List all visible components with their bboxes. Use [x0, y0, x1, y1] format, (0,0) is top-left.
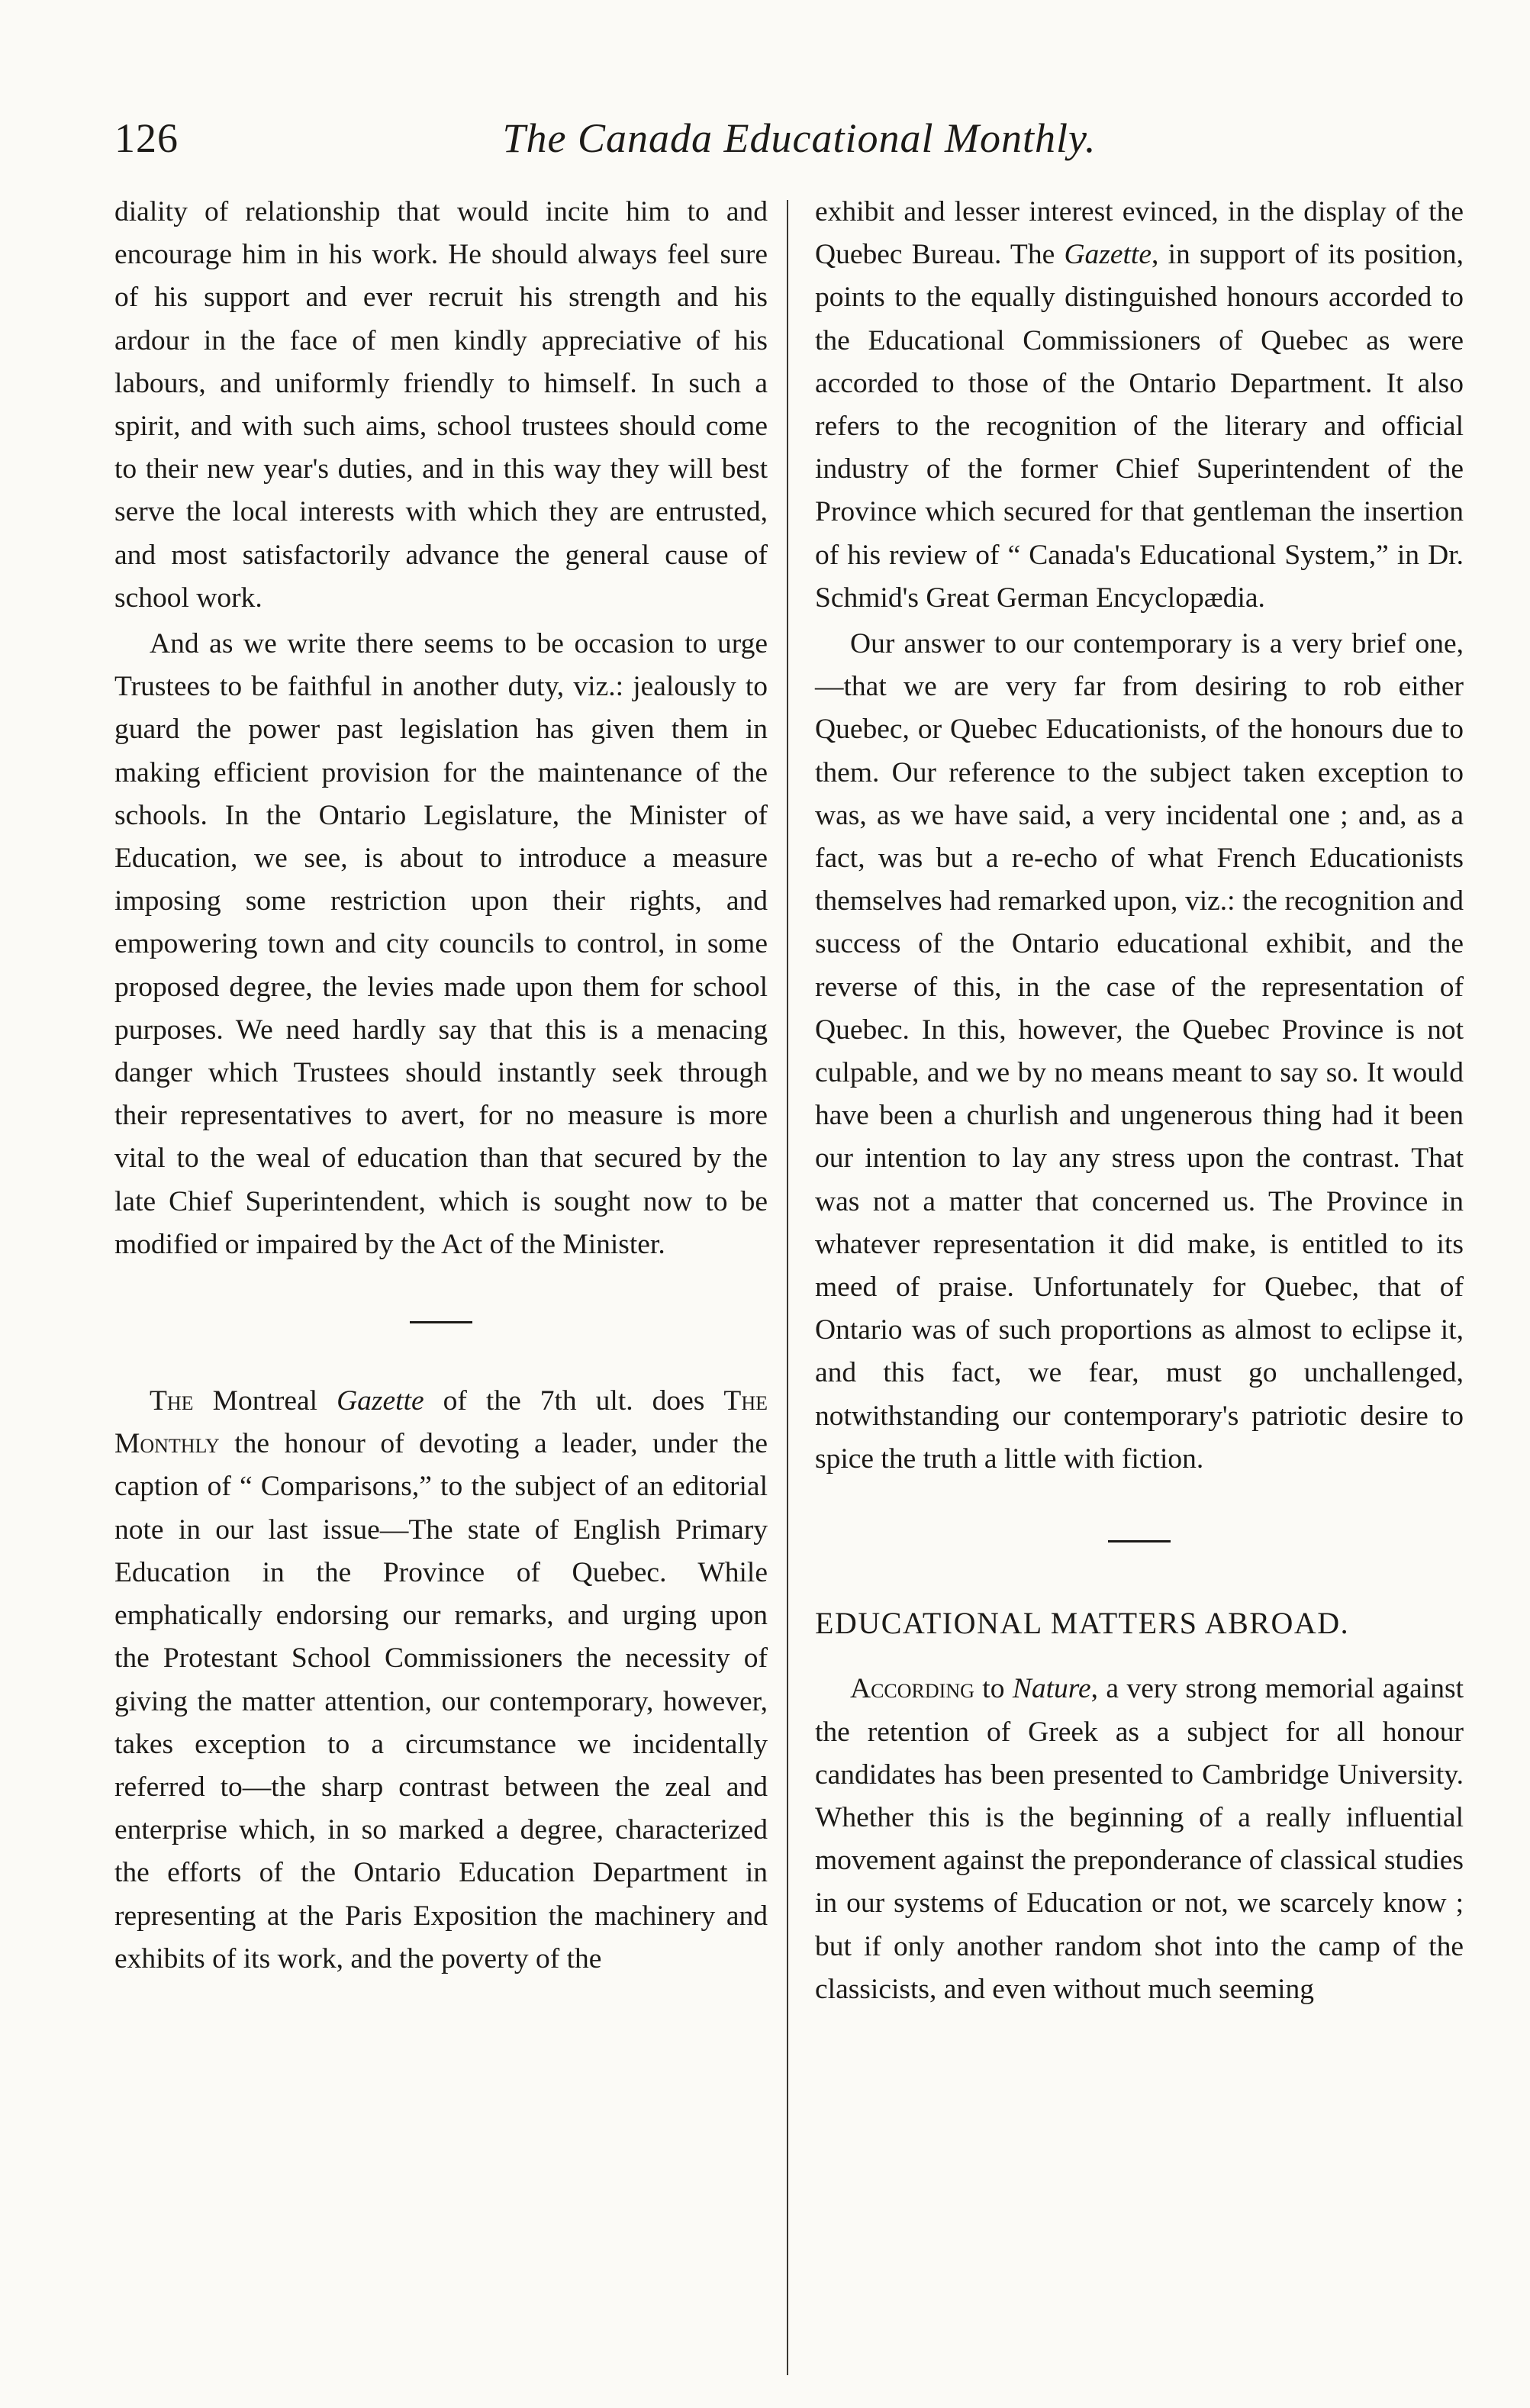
lead-word: The	[150, 1385, 194, 1417]
paragraph-gazette-comparisons	[114, 1380, 768, 1981]
text-run: of the 7th ult. does	[424, 1385, 724, 1417]
section-separator	[1108, 1540, 1171, 1542]
nature-title: Nature	[1012, 1673, 1091, 1705]
page-header	[114, 114, 1484, 176]
paragraph-our-answer: Our answer to our contemporary is a very brief one,—that we are very far from desiring to rob either Quebec, or Quebec Educationists, of the honours due to them. Our reference to the subject taken exception to was, as we have said, a very incidental one ; and, as a fact, was but a re-echo of what French Educationists themselves had remarked upon, viz.: the recognition and success of the Ontario educational exhibit, and the reverse of this, in the case of the representation of Quebec. In this, however, the Quebec Province is not culpable, and we by no means meant to say so. It would have been a churlish and ungenerous thing had it been our intention to lay any stress upon the contrast. That was not a matter that concerned us. The Province in whatever representation it did make, is entitled to its meed of praise. Unfortunately for Quebec, that of Ontario was of such proportions as almost to eclipse it, and this fact, we fear, must go unchallenged, notwithstanding our contemporary's patriotic desire to spice the truth a little with fiction.	[815, 628, 1464, 1475]
paragraph-trustees-duty: And as we write there seems to be occasion to urge Trustees to be faithful in another duty, viz.: jealously to guard the power past legislation has given them in making efficient provision for the maintenance of the schools. In the Ontario Legislature, the Minister of Education, we see, is about to introduce a measure imposing some restriction upon their rights, and empowering town and city councils to control, in some proposed degree, the levies made upon them for school purposes. We need hardly say that this is a menacing danger which Trustees should instantly seek through their representatives to avert, for no measure is more vital to the weal of education than that secured by the late Chief Superintendent, which is sought now to be modified or impaired by the Act of the Minister.	[114, 628, 768, 1260]
paragraph-quebec-bureau	[815, 191, 1464, 620]
text-run: , a very strong memorial against the retention of Greek as a subject for all honour candidates has been presented to Cambridge University. Whether this is the beginning of a really influential movement against the preponderance of classical studies in our systems of Education or not, we scarcely know ; but if only another random shot into the camp of the classicists, and even without much seeming	[815, 1673, 1464, 2005]
text-run: to	[974, 1673, 1013, 1705]
left-column	[114, 191, 768, 1981]
column-divider	[787, 200, 788, 2375]
text-run: exhibit and lesser interest evinced, in the display of the Quebec Bureau. The	[815, 196, 1464, 271]
section-separator	[410, 1321, 472, 1323]
right-column	[815, 191, 1464, 2011]
paragraph-continued: diality of relationship that would incite him to and encourage him in his work. He should always feel sure of his support and ever recruit his strength and his ardour in the face of men kindly appreciative of his labours, and uniformly friendly to himself. In such a spirit, and with such aims, school trustees should come to their new year's duties, and in this way they will best serve the local interests with which they are entrusted, and most satisfactorily advance the general cause of school work.	[114, 196, 768, 614]
text-run: Montreal	[193, 1385, 337, 1417]
paragraph-greek-memorial	[815, 1668, 1464, 2011]
text-run: the honour of devoting a leader, under the caption of “ Comparisons,” to the subject of an editorial note in our last issue—The state of English Primary Education in the Province of Quebec. While emphatically endorsing our remarks, and urging upon the Protestant School Commissioners the necessity of giving the matter attention, our contemporary, however, takes exception to a circumstance we incidentally referred to—the sharp contrast between the zeal and enterprise which, in so marked a degree, characterized the efforts of the Ontario Education Department in representing at the Paris Exposition the machinery and exhibits of its work, and the poverty of the	[114, 1428, 768, 1974]
gazette-title: Gazette	[337, 1385, 424, 1417]
gazette-title: Gazette	[1064, 239, 1152, 271]
text-run: , in support of its position, points to the equally distinguished honours accorded to the Educational Commissioners of Quebec as were accorded to those of the Ontario Department. It also refers to the recognition of the literary and official industry of the former Chief Superintendent of the Province which secured for that gentleman the insertion of his review of “ Canada's Educational System,” in Dr. Schmid's Great German Encyclopædia.	[815, 239, 1464, 614]
lead-word: According	[850, 1673, 974, 1705]
section-heading: EDUCATIONAL MATTERS ABROAD.	[815, 1606, 1350, 1641]
page-number: 126	[114, 115, 179, 161]
running-title: The Canada Educational Monthly.	[502, 115, 1097, 161]
monthly-title: The Monthly	[114, 1385, 768, 1460]
